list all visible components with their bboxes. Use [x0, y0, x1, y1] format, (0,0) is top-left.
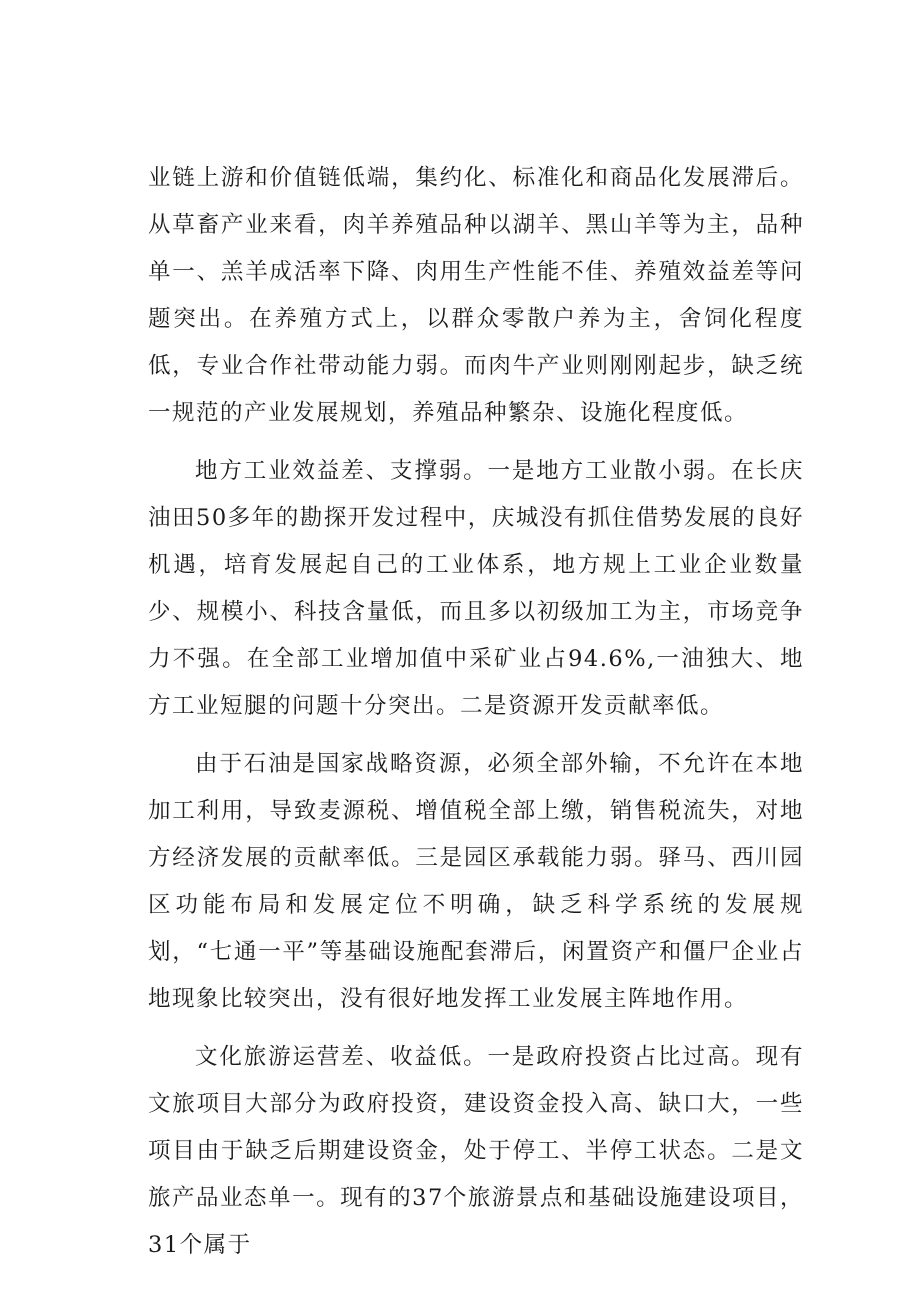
paragraph-culture-tourism: 文化旅游运营差、收益低。一是政府投资占比过高。现有文旅项目大部分为政府投资，建设资金投入高、缺口大，一些项目由于缺乏后期建设资金，处于停工、半停工状态。二是文旅产品业态单一。现有的37个旅游景点和基础设施建设项目，31个属于	[148, 1044, 804, 1258]
paragraph-continued: 业链上游和价值链低端，集约化、标准化和商品化发展滞后。从草畜产业来看，肉羊养殖品种以湖羊、黑山羊等为主，品种单一、羔羊成活率下降、肉用生产性能不佳、养殖效益差等问题突出。在养殖方式上，以群众零散户养为主，舍饲化程度低，专业合作社带动能力弱。而肉牛产业则刚刚起步，缺乏统一规范的产业发展规划，养殖品种繁杂、设施化程度低。	[148, 165, 804, 426]
paragraph-oil-resources: 由于石油是国家战略资源，必须全部外输，不允许在本地加工利用，导致麦源税、增值税全部上缴，销售税流失，对地方经济发展的贡献率低。三是园区承载能力弱。驿马、西川园区功能布局和发展定位不明确，缺乏科学系统的发展规划，“七通一平”等基础设施配套滞后，闲置资产和僵尸企业占地现象比较突出，没有很好地发挥工业发展主阵地作用。	[148, 751, 804, 1012]
document-body	[148, 155, 804, 1280]
paragraph-local-industry: 地方工业效益差、支撑弱。一是地方工业散小弱。在长庆油田50多年的勘探开发过程中，庆城没有抓住借势发展的良好机遇，培育发展起自己的工业体系，地方规上工业企业数量少、规模小、科技含量低，而且多以初级加工为主，市场竞争力不强。在全部工业增加值中采矿业占94.6%,一油独大、地方工业短腿的问题十分突出。二是资源开发贡献率低。	[148, 458, 804, 719]
